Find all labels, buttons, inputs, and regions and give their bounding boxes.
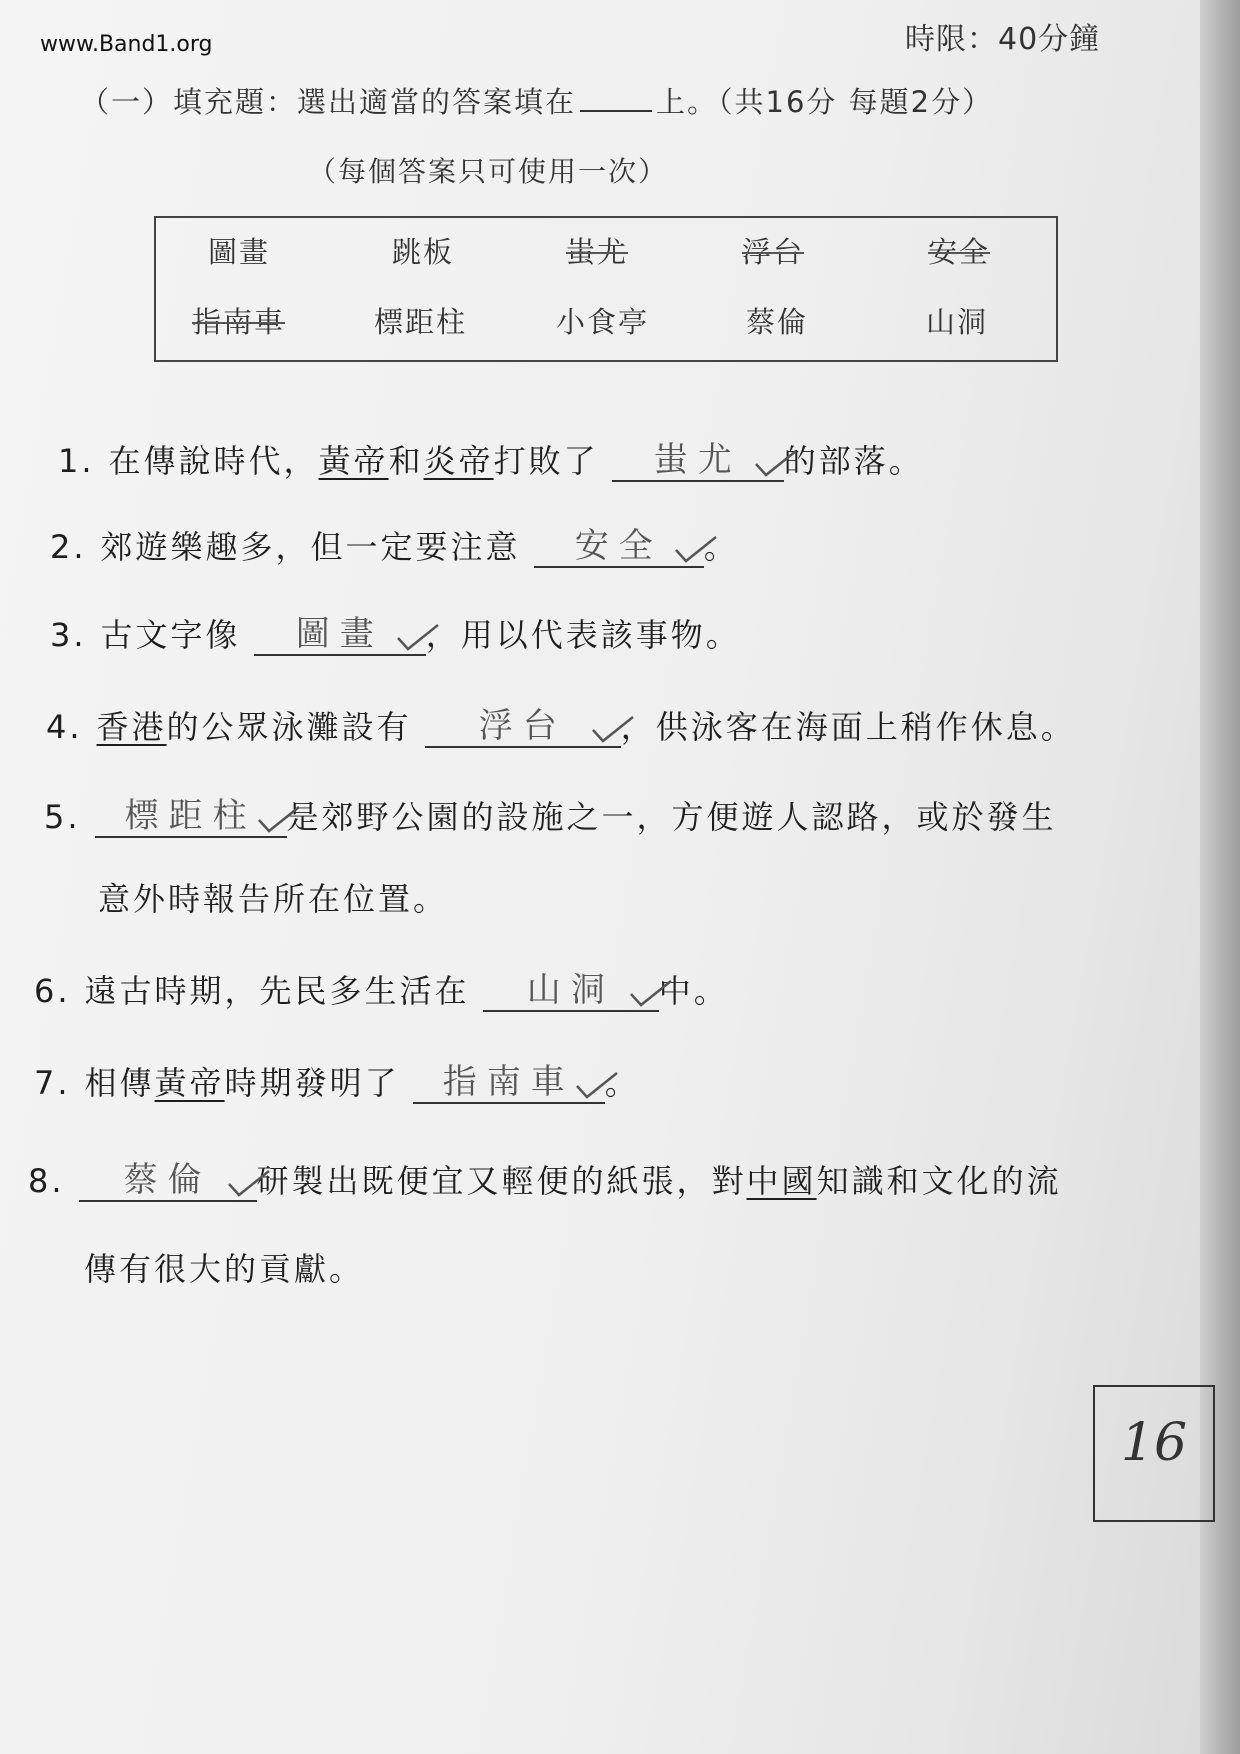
handwritten-answer: 指南車 xyxy=(442,1062,575,1102)
score-box xyxy=(1093,1385,1215,1522)
question-8 xyxy=(28,1156,1062,1202)
answer-blank[interactable] xyxy=(95,796,287,838)
word-bank-item: 跳板 xyxy=(392,235,455,269)
question-text: 。 xyxy=(604,1064,640,1102)
score: 16 xyxy=(1120,1413,1188,1473)
handwritten-answer: 標距柱 xyxy=(124,796,257,836)
answer-blank[interactable] xyxy=(79,1160,257,1202)
answer-blank[interactable] xyxy=(254,614,426,656)
word-bank-item: 山洞 xyxy=(926,305,989,339)
section-note: （每個答案只可使用一次） xyxy=(308,155,669,188)
question-text: 中。 xyxy=(658,972,729,1010)
question-text: 知識和文化的流 xyxy=(816,1162,1062,1200)
word-bank-item-used: 蚩尤 xyxy=(566,235,629,269)
question-text: ，供泳客在海面上稍作休息。 xyxy=(620,708,1076,746)
time-limit: 時限：40分鐘 xyxy=(905,22,1101,57)
question-number: 5. xyxy=(44,798,81,836)
handwritten-answer: 圖畫 xyxy=(295,614,384,654)
answer-blank[interactable] xyxy=(413,1062,605,1104)
check-mark-icon xyxy=(591,714,635,744)
question-text: 在傳說時代， xyxy=(108,442,319,480)
handwritten-answer: 安全 xyxy=(574,526,663,566)
question-number: 1. xyxy=(58,442,95,480)
section-title xyxy=(80,80,993,121)
answer-blank[interactable] xyxy=(425,706,621,748)
person-name: 炎帝 xyxy=(423,442,494,480)
question-text: 的部落。 xyxy=(783,442,924,480)
question-number: 6. xyxy=(34,972,71,1010)
handwritten-answer: 浮台 xyxy=(478,706,567,746)
question-text: 。 xyxy=(703,528,739,566)
section-title-end: 上。（共16分 每題2分） xyxy=(656,85,994,119)
question-7 xyxy=(34,1058,640,1104)
question-text: 相傳 xyxy=(84,1064,155,1102)
question-text: 和 xyxy=(388,442,424,480)
answer-blank[interactable] xyxy=(612,440,784,482)
word-bank-item-used: 浮台 xyxy=(742,235,805,269)
country-name: 中國 xyxy=(746,1162,817,1200)
question-3 xyxy=(50,610,741,656)
question-text: 是郊野公園的設施之一，方便遊人認路，或於發生 xyxy=(286,798,1057,836)
check-mark-icon xyxy=(629,978,673,1008)
word-bank-item: 圖畫 xyxy=(208,235,271,269)
question-text: 郊遊樂趣多，但一定要注意 xyxy=(100,528,521,566)
question-text: 打敗了 xyxy=(493,442,599,480)
question-text: 時期發明了 xyxy=(224,1064,400,1102)
question-text: ，用以代表該事物。 xyxy=(425,616,741,654)
question-2 xyxy=(50,522,739,568)
place-name: 香港 xyxy=(96,708,167,746)
person-name: 黃帝 xyxy=(154,1064,225,1102)
question-number: 7. xyxy=(34,1064,71,1102)
question-4 xyxy=(46,702,1076,748)
question-number: 4. xyxy=(46,708,83,746)
question-text: 古文字像 xyxy=(100,616,241,654)
handwritten-answer: 蔡倫 xyxy=(123,1160,212,1200)
word-bank-item: 標距柱 xyxy=(374,305,468,339)
word-bank-item-used: 安全 xyxy=(928,235,991,269)
check-mark-icon xyxy=(227,1168,271,1198)
check-mark-icon xyxy=(674,534,718,564)
question-text: 研製出既便宜又輕便的紙張，對 xyxy=(256,1162,747,1200)
person-name: 黃帝 xyxy=(318,442,389,480)
check-mark-icon xyxy=(396,622,440,652)
question-5-continued: 意外時報告所在位置。 xyxy=(98,880,449,918)
question-5 xyxy=(44,792,1057,838)
site-watermark: www.Band1.org xyxy=(40,32,213,57)
check-mark-icon xyxy=(575,1070,619,1100)
handwritten-answer: 山洞 xyxy=(526,970,615,1010)
question-number: 2. xyxy=(50,528,87,566)
word-bank-item: 蔡倫 xyxy=(746,305,809,339)
question-6 xyxy=(34,966,729,1012)
word-bank-item-used: 指南車 xyxy=(192,305,286,339)
title-blank-line xyxy=(580,88,652,112)
question-text: 的公眾泳灘設有 xyxy=(166,708,412,746)
question-text: 遠古時期，先民多生活在 xyxy=(84,972,470,1010)
question-number: 8. xyxy=(28,1162,65,1200)
check-mark-icon xyxy=(754,448,798,478)
question-number: 3. xyxy=(50,616,87,654)
word-bank xyxy=(154,216,1058,362)
answer-blank[interactable] xyxy=(534,526,704,568)
word-bank-item: 小食亭 xyxy=(556,305,650,339)
question-1 xyxy=(58,436,924,482)
section-title-start: （一）填充題：選出適當的答案填在 xyxy=(80,85,577,119)
handwritten-answer: 蚩尤 xyxy=(653,440,742,480)
question-8-continued: 傳有很大的貢獻。 xyxy=(84,1250,365,1288)
check-mark-icon xyxy=(257,804,301,834)
answer-blank[interactable] xyxy=(483,970,659,1012)
